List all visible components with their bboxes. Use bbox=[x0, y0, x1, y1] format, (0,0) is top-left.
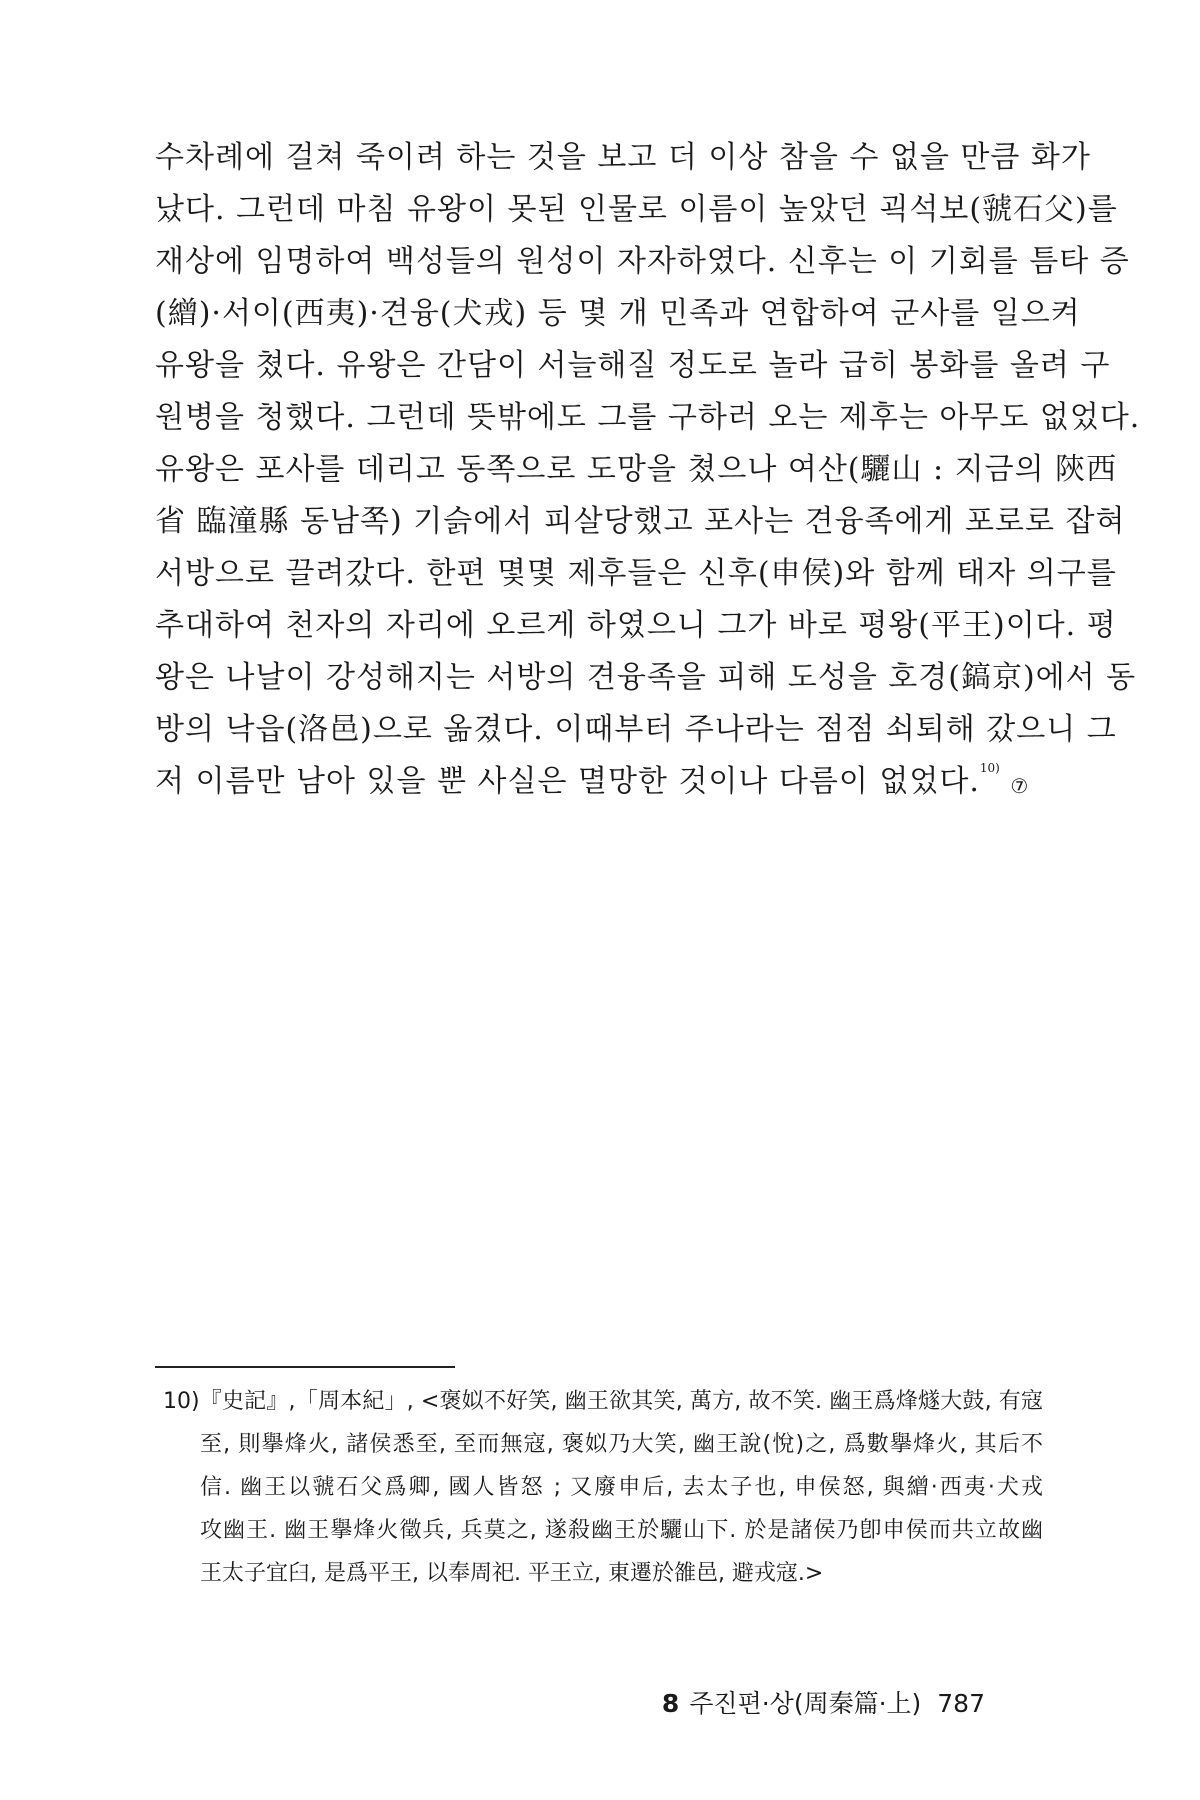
text-line: (繒)·서이(西夷)·견융(犬戎) 등 몇 개 민족과 연합하여 군사를 일으켜 bbox=[155, 296, 1081, 331]
text-line: 재상에 임명하여 백성들의 원성이 자자하였다. 신후는 이 기회를 틈타 증 bbox=[155, 244, 1130, 279]
text-line: 서방으로 끌려갔다. 한편 몇몇 제후들은 신후(申侯)와 함께 태자 의구를 bbox=[155, 556, 1117, 591]
footnote bbox=[163, 1380, 1043, 1595]
page-number: 787 bbox=[937, 1689, 985, 1718]
text-line: 났다. 그런데 마침 유왕이 못된 인물로 이름이 높았던 괵석보(虢石父)를 bbox=[155, 192, 1118, 227]
footnote-line: 攻幽王. 幽王擧烽火徵兵, 兵莫之, 遂殺幽王於驪山下. 於是諸侯乃卽申侯而共立故幽 bbox=[200, 1518, 1043, 1543]
footnote-divider bbox=[155, 1366, 455, 1368]
footnote-line: 王太子宜臼, 是爲平王, 以奉周祀. 平王立, 東遷於雒邑, 避戎寇.> bbox=[200, 1561, 824, 1586]
chapter-number: 8 bbox=[661, 1689, 680, 1718]
footnote-line: 至, 則擧烽火, 諸侯悉至, 至而無寇, 褒姒乃大笑, 幽王說(悅)之, 爲數擧烽火, 其后不 bbox=[200, 1432, 1043, 1457]
text-line: 원병을 청했다. 그런데 뜻밖에도 그를 구하러 오는 제후는 아무도 없었다. bbox=[155, 400, 1141, 435]
text-line: 수차례에 걸쳐 죽이려 하는 것을 보고 더 이상 참을 수 없을 만큼 화가 bbox=[155, 140, 1091, 175]
main-text bbox=[155, 132, 1141, 808]
text-line: 유왕은 포사를 데리고 동쪽으로 도망을 쳤으나 여산(驪山 : 지금의 陝西 bbox=[155, 452, 1118, 487]
text-line: 省 臨潼縣 동남쪽) 기슭에서 피살당했고 포사는 견융족에게 포로로 잡혀 bbox=[155, 504, 1126, 539]
text-line: 방의 낙읍(洛邑)으로 옮겼다. 이때부터 주나라는 점점 쇠퇴해 갔으니 그 bbox=[155, 712, 1117, 747]
footnote-line: 10)『史記』,「周本紀」, <褒姒不好笑, 幽王欲其笑, 萬方, 故不笑. 幽王爲烽燧大鼓, 有寇 bbox=[163, 1389, 1043, 1414]
text-line: 왕은 나날이 강성해지는 서방의 견융족을 피해 도성을 호경(鎬京)에서 동 bbox=[155, 660, 1137, 695]
footnote-reference[interactable]: 10) bbox=[979, 761, 1000, 775]
endnote-marker: ⑦ bbox=[1010, 774, 1029, 798]
footnote-line: 信. 幽王以虢石父爲卿, 國人皆怒 ; 又廢申后, 去太子也, 申侯怒, 與繒·西夷·犬戎 bbox=[200, 1475, 1043, 1500]
text-line-content: 저 이름만 남아 있을 뿐 사실은 멸망한 것이나 다름이 없었다. bbox=[155, 764, 980, 799]
chapter-title: 주진편·상(周秦篇·上) bbox=[689, 1689, 922, 1718]
text-line: 유왕을 쳤다. 유왕은 간담이 서늘해질 정도로 놀라 급히 봉화를 올려 구 bbox=[155, 348, 1111, 383]
page-footer bbox=[662, 1684, 985, 1720]
text-line-last bbox=[155, 756, 1035, 808]
text-line: 추대하여 천자의 자리에 오르게 하였으니 그가 바로 평왕(平王)이다. 평 bbox=[155, 608, 1117, 643]
